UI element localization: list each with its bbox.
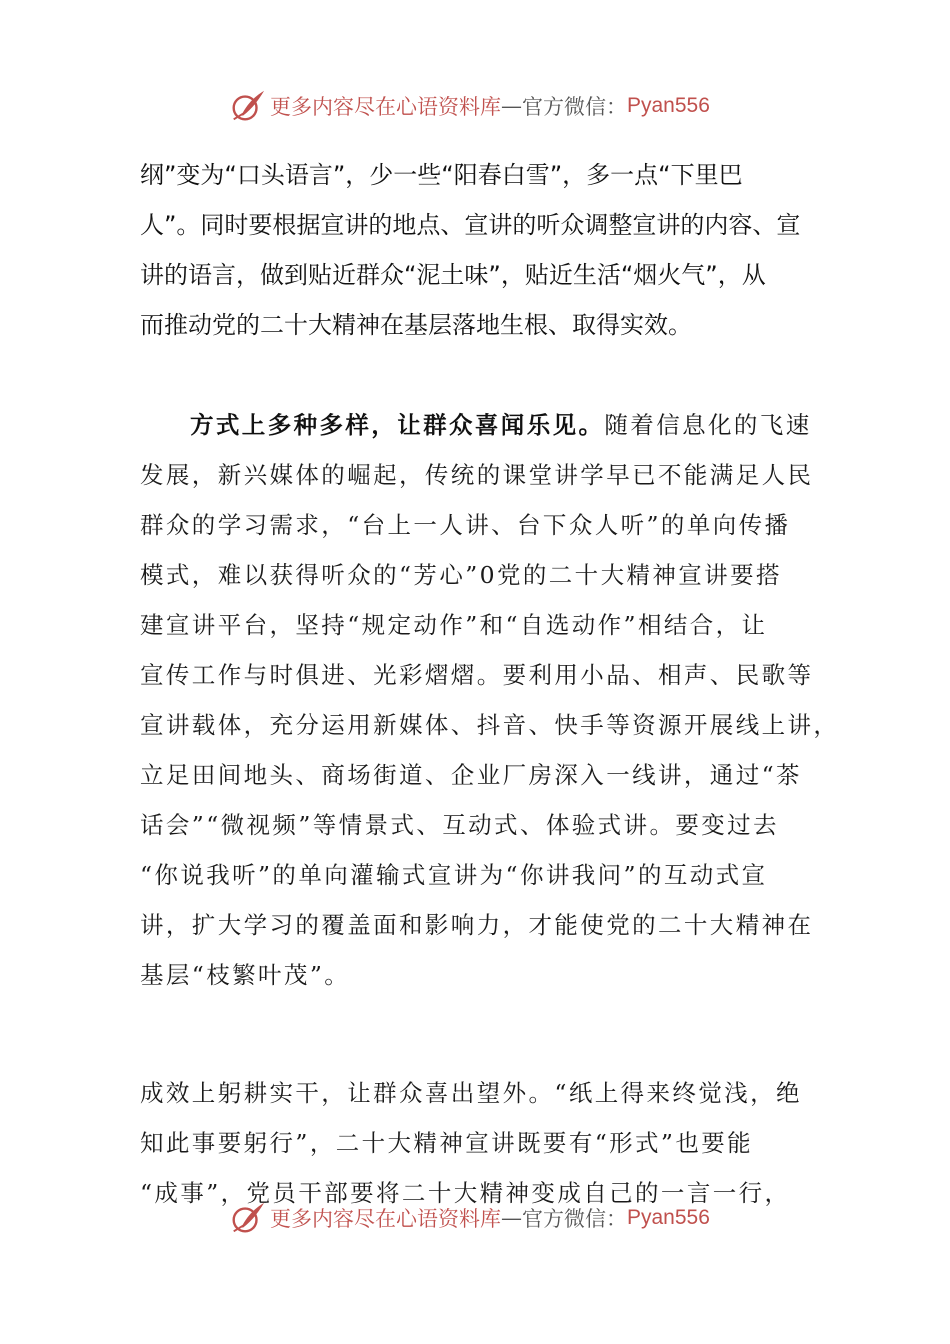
text-line: 基层“枝繁叶茂”。 [140,961,351,989]
banner-account: Pyan556 [627,94,710,117]
banner-official-label: 官方微信： [522,1207,627,1231]
text-line: 宣传工作与时俱进、光彩熠熠。要利用小品、相声、民歌等 [140,661,814,689]
paragraph-1 [140,150,820,350]
paragraph-3 [140,1068,820,1218]
text-line: 讲的语言，做到贴近群众“泥土味”，贴近生活“烟火气”，从 [140,261,766,289]
text-line: 话会”“微视频”等情景式、互动式、体验式讲。要变过去 [140,811,779,839]
text-line: 纲”变为“口头语言”，少一些“阳春白雪”，多一点“下里巴 [140,161,743,189]
text-line: “你说我听”的单向灌输式宣讲为“你讲我问”的互动式宣 [140,861,768,889]
text-line: 成效上躬耕实干，让群众喜出望外。“纸上得来终觉浅，绝 [140,1079,802,1107]
text-line: 而推动党的二十大精神在基层落地生根、取得实效。 [140,311,692,339]
text-line: 宣讲载体，充分运用新媒体、抖音、快手等资源开展线上讲， [140,711,840,739]
paragraph-2-first-line [140,400,820,450]
paragraph-2-heading: 方式上多种多样，让群众喜闻乐见。 [190,411,605,439]
quill-logo-icon [228,87,266,125]
banner-official-label: 官方微信： [522,95,627,119]
text-line: 群众的学习需求，“台上一人讲、台下众人听”的单向传播 [140,511,791,539]
banner-brand-text: 更多内容尽在心语资料库 [270,95,501,119]
header-banner [228,86,710,126]
text-line: 发展，新兴媒体的崛起，传统的课堂讲学早已不能满足人民 [140,461,814,489]
text-line: 人”。同时要根据宣讲的地点、宣讲的听众调整宣讲的内容、宣 [140,211,801,239]
text-line: “成事”，党员干部要将二十大精神变成自己的一言一行， [140,1179,791,1207]
document-body [140,150,840,1218]
text-line: 知此事要躬行”，二十大精神宣讲既要有“形式”也要能 [140,1129,754,1157]
banner-brand-text: 更多内容尽在心语资料库 [270,1207,501,1231]
paragraph-2-first-line-rest: 随着信息化的飞速 [604,411,812,439]
text-line: 立足田间地头、商场街道、企业厂房深入一线讲，通过“茶 [140,761,802,789]
banner-dash: — [501,94,522,118]
quill-logo-icon [228,1199,266,1237]
banner-dash: — [501,1206,522,1230]
text-line: 讲，扩大学习的覆盖面和影响力，才能使党的二十大精神在 [140,911,814,939]
text-line: 建宣讲平台，坚持“规定动作”和“自选动作”相结合，让 [140,611,768,639]
footer-banner [228,1198,710,1238]
banner-account: Pyan556 [627,1206,710,1229]
paragraph-2 [140,400,840,1000]
text-line: 模式，难以获得听众的“芳心”0党的二十大精神宣讲要搭 [140,561,782,589]
